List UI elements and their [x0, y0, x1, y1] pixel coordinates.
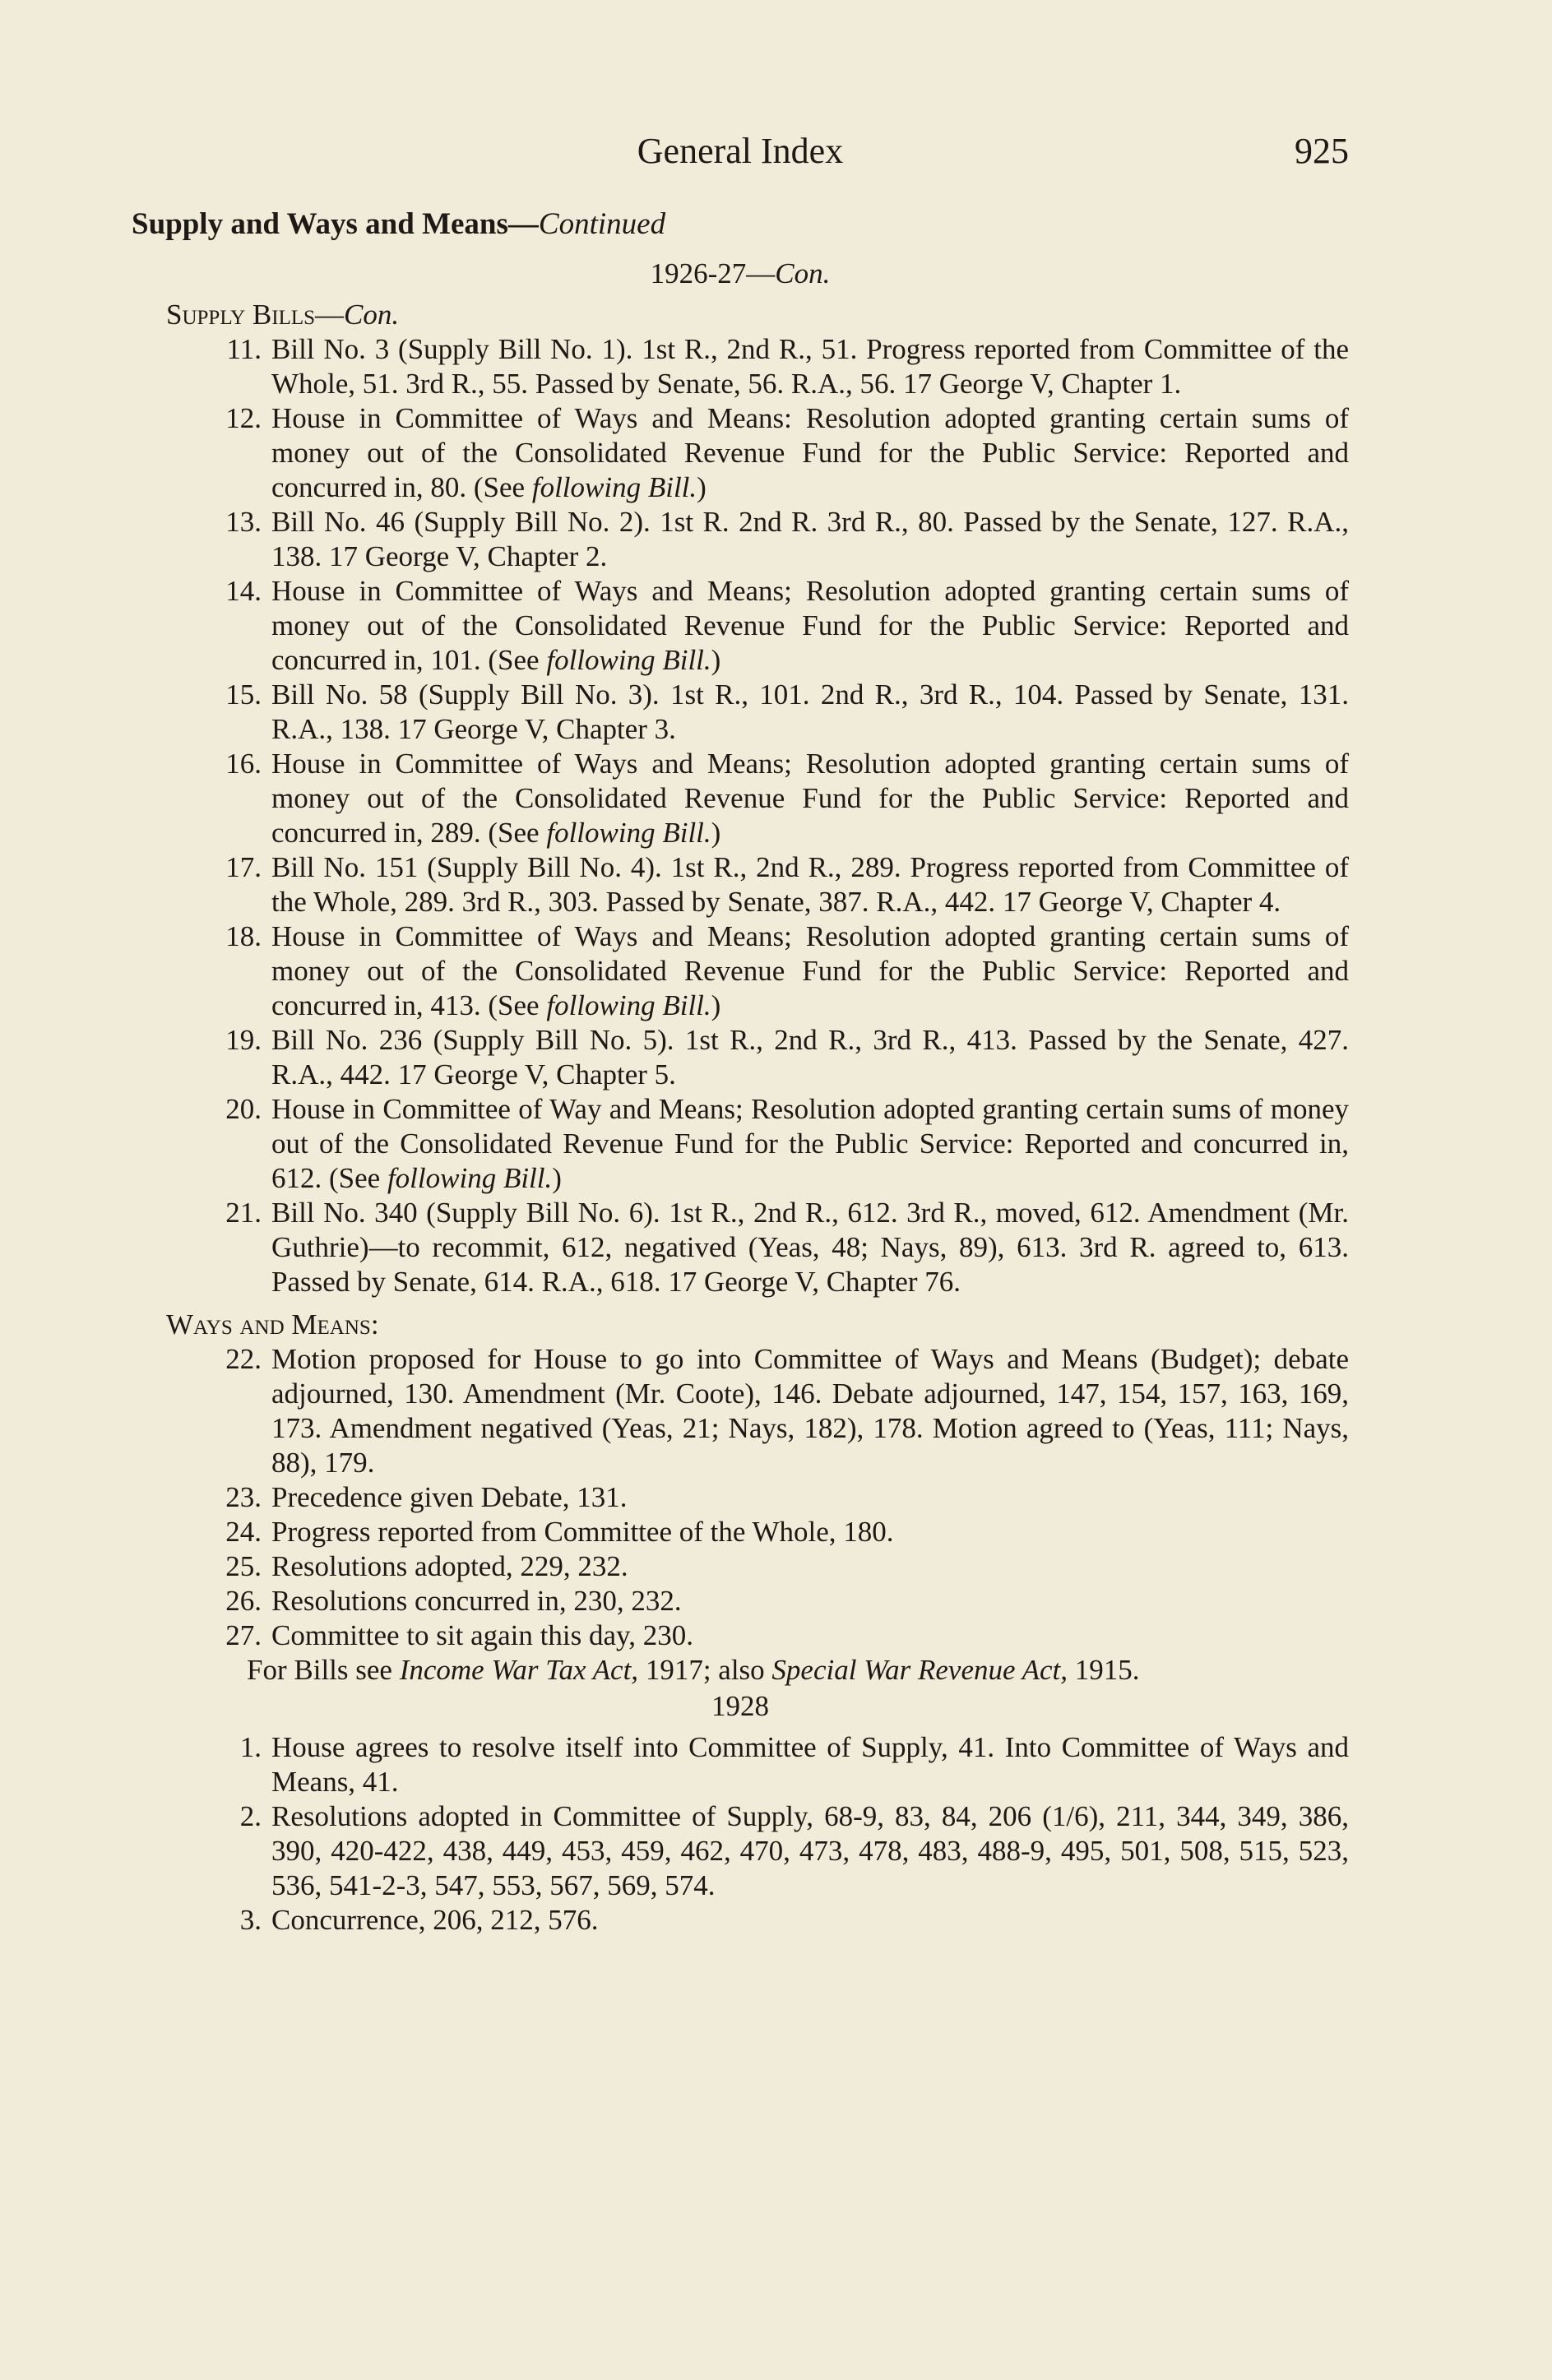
page-number: 925	[1295, 131, 1349, 171]
ways-and-means-list	[132, 1342, 1349, 1653]
entry-number: 11.	[226, 333, 262, 365]
entry-text	[271, 505, 1349, 574]
entry-number: 24.	[225, 1516, 262, 1548]
entry-body: House in Committee of Ways and Means; Resolution adopted granting certain sums of money out of the Consolidated Revenue Fund for the Public Service: Reported and concurred in, 413. (See	[271, 920, 1349, 1021]
entry-text	[271, 1730, 1349, 1799]
index-entry	[132, 332, 1349, 401]
cross-reference-note	[156, 1653, 1349, 1688]
note-act-income-war-tax: Income War Tax Act,	[399, 1654, 639, 1686]
entry-body: House in Committee of Ways and Means: Resolution adopted granting certain sums of money out of the Consolidated Revenue Fund for the Public Service: Reported and concurred in, 80. (See	[271, 402, 1349, 503]
index-entry	[132, 1196, 1349, 1299]
entry-number: 16.	[225, 748, 262, 780]
entry-body: Bill No. 151 (Supply Bill No. 4). 1st R., 2nd R., 289. Progress reported from Committee of the Whole, 289. 3rd R., 303. Passed by Senate, 387. R.A., 442. 17 George V, Chapter 4.	[271, 851, 1349, 918]
entry-number: 22.	[225, 1343, 262, 1375]
index-entry	[132, 919, 1349, 1023]
entry-number: 23.	[225, 1481, 262, 1513]
entry-cross-reference: following Bill.	[531, 471, 697, 503]
index-entry	[132, 1584, 1349, 1618]
index-entry	[132, 505, 1349, 574]
index-entry	[132, 1515, 1349, 1549]
index-entry	[132, 1342, 1349, 1480]
supply-bills-list	[132, 332, 1349, 1299]
entry-text	[271, 1584, 1349, 1618]
running-title: General Index	[637, 131, 844, 171]
entry-text	[271, 919, 1349, 1023]
entry-body: Bill No. 340 (Supply Bill No. 6). 1st R., 2nd R., 612. 3rd R., moved, 612. Amendment (Mr. Guthrie)—to recommit, 612, negatived (Yeas, 48; Nays, 89), 613. 3rd R. agreed to, 613. Passed by Senate, 614. R.A., 618. 17 George V, Chapter 76.	[271, 1197, 1349, 1298]
entry-body: Committee to sit again this day, 230.	[271, 1619, 693, 1651]
entry-body: Bill No. 58 (Supply Bill No. 3). 1st R., 101. 2nd R., 3rd R., 104. Passed by Senate, 131. R.A., 138. 17 George V, Chapter 3.	[271, 678, 1349, 745]
index-entry	[132, 1092, 1349, 1196]
entry-body: House in Committee of Ways and Means; Resolution adopted granting certain sums of money out of the Consolidated Revenue Fund for the Public Service: Reported and concurred in, 289. (See	[271, 748, 1349, 849]
entry-number: 17.	[225, 851, 262, 883]
year-1928-list	[132, 1730, 1349, 1938]
index-entry	[132, 1903, 1349, 1938]
index-entry	[132, 401, 1349, 505]
entry-text	[271, 1549, 1349, 1584]
entry-text	[271, 574, 1349, 678]
entry-number: 18.	[225, 920, 262, 952]
year-con: Con.	[775, 257, 831, 289]
entry-body: Bill No. 236 (Supply Bill No. 5). 1st R., 2nd R., 3rd R., 413. Passed by the Senate, 427. R.A., 442. 17 George V, Chapter 5.	[271, 1024, 1349, 1090]
year-heading-1926: 1926-27—Con.	[650, 257, 831, 289]
entry-body: Progress reported from Committee of the Whole, 180.	[271, 1516, 894, 1548]
entry-number: 3.	[239, 1904, 262, 1936]
entry-body: House in Committee of Way and Means; Resolution adopted granting certain sums of money out of the Consolidated Revenue Fund for the Public Service: Reported and concurred in, 612. (See	[271, 1093, 1349, 1194]
year-label: 1926-27	[650, 257, 747, 289]
entry-text	[271, 1480, 1349, 1515]
entry-tail: )	[711, 989, 721, 1021]
entry-number: 21.	[225, 1197, 262, 1229]
section-title: Supply and Ways and Means	[132, 207, 508, 241]
entry-number: 1.	[239, 1731, 262, 1763]
entry-cross-reference: following Bill.	[387, 1162, 553, 1194]
index-content	[132, 207, 1349, 1938]
index-entry	[132, 1799, 1349, 1903]
entry-tail: )	[697, 471, 707, 503]
entry-body: Bill No. 3 (Supply Bill No. 1). 1st R., 2nd R., 51. Progress reported from Committee of the Whole, 51. 3rd R., 55. Passed by Senate, 56. R.A., 56. 17 George V, Chapter 1.	[271, 333, 1349, 400]
entry-text	[271, 1023, 1349, 1092]
entry-tail: )	[711, 817, 721, 849]
entry-body: Resolutions concurred in, 230, 232.	[271, 1585, 682, 1617]
entry-body: Resolutions adopted in Committee of Supply, 68-9, 83, 84, 206 (1/6), 211, 344, 349, 386, 390, 420-422, 438, 449, 453, 459, 462, 470, 473, 478, 483, 488-9, 495, 501, 508, 515, 523, 536, 541-2-3, 547, 553, 567, 569, 574.	[271, 1800, 1349, 1901]
entry-text	[271, 1903, 1349, 1938]
index-entry	[132, 1730, 1349, 1799]
index-entry	[132, 678, 1349, 747]
running-header	[132, 123, 1349, 181]
index-entry	[132, 574, 1349, 678]
subhead-label: Supply Bills	[166, 299, 316, 331]
entry-number: 27.	[225, 1619, 262, 1651]
entry-number: 14.	[225, 575, 262, 607]
section-continued: Continued	[538, 207, 666, 241]
note-mid: 1917; also	[638, 1654, 772, 1686]
entry-text	[271, 1799, 1349, 1903]
subhead-ways-and-means: Ways and Means:	[166, 1308, 379, 1340]
entry-body: Precedence given Debate, 131.	[271, 1481, 628, 1513]
entry-tail: )	[552, 1162, 562, 1194]
entry-text	[271, 332, 1349, 401]
entry-number: 25.	[225, 1550, 262, 1582]
entry-cross-reference: following Bill.	[546, 644, 711, 676]
entry-text	[271, 1515, 1349, 1549]
entry-body: Bill No. 46 (Supply Bill No. 2). 1st R. 2nd R. 3rd R., 80. Passed by the Senate, 127. R.A., 138. 17 George V, Chapter 2.	[271, 506, 1349, 572]
entry-body: House agrees to resolve itself into Committee of Supply, 41. Into Committee of Ways and Means, 41.	[271, 1731, 1349, 1798]
index-entry	[132, 1618, 1349, 1653]
note-act-special-war-revenue: Special War Revenue Act,	[771, 1654, 1068, 1686]
entry-number: 13.	[225, 506, 262, 538]
entry-text	[271, 747, 1349, 850]
entry-number: 26.	[225, 1585, 262, 1617]
entry-body: House in Committee of Ways and Means; Resolution adopted granting certain sums of money out of the Consolidated Revenue Fund for the Public Service: Reported and concurred in, 101. (See	[271, 575, 1349, 676]
entry-body: Resolutions adopted, 229, 232.	[271, 1550, 628, 1582]
entry-number: 12.	[225, 402, 262, 434]
entry-number: 19.	[225, 1024, 262, 1056]
entry-text	[271, 401, 1349, 505]
entry-text	[271, 678, 1349, 747]
entry-text	[271, 1618, 1349, 1653]
entry-text	[271, 1196, 1349, 1299]
year-heading-1928: 1928	[711, 1690, 769, 1722]
entry-number: 20.	[225, 1093, 262, 1125]
entry-body: Concurrence, 206, 212, 576.	[271, 1904, 599, 1936]
entry-number: 15.	[225, 678, 262, 711]
entry-text	[271, 1092, 1349, 1196]
entry-tail: )	[711, 644, 721, 676]
entry-number: 2.	[239, 1800, 262, 1832]
entry-text	[271, 1342, 1349, 1480]
entry-text	[271, 850, 1349, 919]
index-entry	[132, 1549, 1349, 1584]
entry-cross-reference: following Bill.	[546, 817, 711, 849]
section-heading: Supply and Ways and Means—Continued	[132, 207, 666, 241]
note-lead: For Bills see	[247, 1654, 400, 1686]
note-tail: 1915.	[1068, 1654, 1140, 1686]
index-entry	[132, 1480, 1349, 1515]
subhead-supply-bills: Supply Bills—Con.	[166, 299, 400, 331]
index-entry	[132, 747, 1349, 850]
index-entry	[132, 1023, 1349, 1092]
entry-cross-reference: following Bill.	[546, 989, 711, 1021]
entry-body: Motion proposed for House to go into Committee of Ways and Means (Budget); debate adjourned, 130. Amendment (Mr. Coote), 146. Debate adjourned, 147, 154, 157, 163, 169, 173. Amendment negatived (Yeas, 21; Nays, 182), 178. Motion agreed to (Yeas, 111; Nays, 88), 179.	[271, 1343, 1349, 1479]
subhead-con: Con.	[344, 299, 400, 331]
index-entry	[132, 850, 1349, 919]
